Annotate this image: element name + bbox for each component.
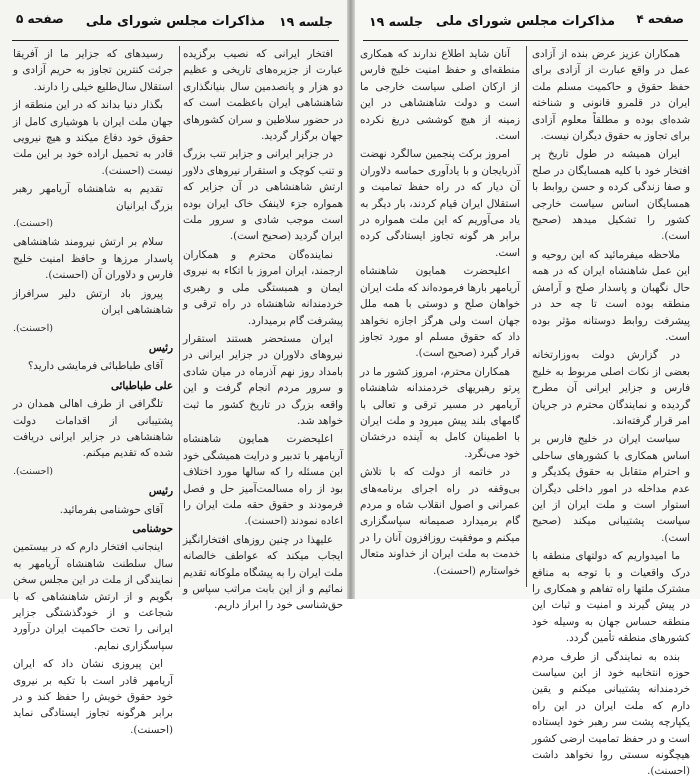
text-column-2 [13,46,173,736]
paragraph: در گزارش دولت به‌وزارتخانه بعضی از نکات اصلی مربوط به خلیج فارس و جزایر ایرانی آن مطرح گردیده و نمایندگان محترم در جریان امر قرار گرفته‌اند. [532,349,690,427]
paragraph: بنده به نمایندگی از طرف مردم حوزه انتخابیه خود از این سیاست خردمندانه پشتیبانی میکنم و یقین دارم که ملت ایران در این راه یکپارچه پشت سر رهبر خود ایستاده است و در حفظ تمامیت ارضی کشور هیچگونه سستی روا نخواهد داشت (احسنت). [532,650,690,778]
session-label: جلسه ۱۹ [369,14,424,29]
left-page-header [12,10,339,41]
paragraph: ما امیدواریم که دولتهای منطقه با درک واقعیات و با توجه به منافع مشترک ملتها راه تفاهم و همکاری را در پیش گیرند و امنیت و ثبات این منطقه حساس جهان به وسیله خود کشورهای منطقه تأمین گردد. [532,550,690,645]
paragraph: اعلیحضرت همایون شاهنشاه آریامهر با تدبیر و درایت همیشگی خود این مسئله را که سالها مورد اختلاف بود از راه مسالمت‌آمیز حل و فصل فرمودند و حقوق حقه ملت ایران را اعاده نمودند (احسنت). [183,433,343,528]
paragraph: سلام بر ارتش نیرومند شاهنشاهی پاسدار مرزها و حافظ امنیت خلیج فارس و دلاوران آن (احسنت). [13,236,173,282]
paragraph: ملاحظه میفرمائید که این روحیه و این عمل شاهنشاه ایران که در همه حال نگهبان و پاسدار صلح و آرامش منطقه بوده است تا چه حد در پیشرفت روابط دوستانه مؤثر بوده است. [532,248,690,343]
session-label: جلسه ۱۹ [278,14,333,29]
paragraph: اعلیحضرت همایون شاهنشاه آریامهر بارها فرموده‌اند که ملت ایران خواهان صلح و دوستی با همه ملل جهان است ولی هرگز اجازه نخواهد داد که حقوق مسلم او مورد تجاوز قرار گیرد (صحیح است). [360,265,520,360]
audience-reaction: (احسنت). [13,322,54,334]
audience-reaction: (احسنت). [13,218,54,230]
book-gutter [347,0,355,599]
text-column-1 [183,46,343,612]
audience-reaction: (احسنت). [13,465,54,477]
publication-title: مذاکرات مجلس شورای ملی [85,14,266,29]
paragraph: ایران همیشه در طول تاریخ پر افتخار خود با کلیه همسایگان در صلح و صفا زندگی کرده و حسن روابط با همسایگان اساس سیاست خارجی کشور را تشکیل میدهد (صحیح است). [532,148,690,243]
speaker-name: علی طباطبائی [110,379,173,392]
paragraph: سیاست ایران در خلیج فارس بر اساس همکاری با کشورهای ساحلی و احترام متقابل به حقوق یکدیگر و عدم مداخله در امور داخلی دیگران استوار است و ملت ایران از این سیاست پشتیبانی میکند (صحیح است). [532,433,690,544]
paragraph: تلگرافی از طرف اهالی همدان در پشتیبانی از اقدامات دولت شاهنشاهی در جزایر ایرانی دریافت شده که تقدیم میکنم. [13,398,173,460]
paragraph: علیهذا در چنین روزهای افتخارانگیز ایجاب میکند که عواطف خالصانه ملت ایران را به پیشگاه ملوکانه تقدیم نمائیم و از این بابت مراتب سپاس و حق‌شناسی خود را ابراز داریم. [183,533,343,612]
paragraph: ایران مستحضر هستند استقرار نیروهای دلاوران در جزایر ایرانی در بامداد روز نهم آذرماه در میان شادی و سرور مردم انجام گرفت و این واقعه بزرگ در تاریخ کشور ما ثبت خواهد شد. [183,332,343,427]
paragraph: امروز برکت پنجمین سالگرد نهضت آذربایجان و با یادآوری حماسه دلاوران آن دیار که در راه حفظ تمامیت و استقلال ایران قیام کردند، بار دیگر به یاد می‌آوریم که این ملت همواره در برابر هر گونه تجاوز ایستادگی کرده است. [360,148,520,259]
paragraph: رسیدهای که جزایر ما از آفریقا جرئت کنترین تجاوز به حریم آزادی و استقلال سال‌طلیع خیلی را دارند. [13,48,173,93]
paragraph: آقای حوشنامی بفرمائید. [59,503,163,516]
paragraph: پیروز باد ارتش دلیر سرافراز شاهنشاهی ایران [13,287,173,317]
paragraph: در جزایر ایرانی و جزایر تنب بزرگ و تنب کوچک و استقرار نیروهای دلاور ارتش شاهنشاهی در آن جزایر که همواره جزء لاینفک خاک ایران بوده است موجب شادی و سرور ملت ایران گردید (صحیح است). [183,148,343,243]
paragraph: نماینده‌گان محترم و همکاران ارجمند، ایران امروز با اتکاء به نیروی ایمان و همبستگی ملی و رهبری خردمندانه شاهنشاه در راه ترقی و پیشرفت گام برمیدارد. [183,248,343,327]
paragraph: آقای طباطبائی فرمایشی دارید؟ [27,360,163,373]
paragraph: تقدیم به شاهنشاه آریامهر رهبر بزرگ ایرانیان [13,183,173,212]
column-divider [179,46,180,587]
paragraph: بگذار دنیا بداند که در این منطقه از جهان ملت ایران با هوشیاری کامل از حقوق خود دفاع میکند و هیچ نیرویی قادر به تحمیل اراده خود بر این ملت نیست (احسنت). [13,99,173,177]
paragraph: این پیروزی نشان داد که ایران آریامهر قادر است با تکیه بر نیروی خود حقوق خویش را حفظ کند و در برابر هرگونه تجاوز ایستادگی نماید (احسنت). [13,658,173,736]
speaker-name: رئیس [148,341,173,354]
paragraph: آنان شاید اطلاع ندارند که همکاری منطقه‌ای و حفظ امنیت خلیج فارس از ارکان اصلی سیاست خارجی ما است و دولت شاهنشاهی در این زمینه از هیچ کوششی دریغ نکرده است. [360,48,520,143]
speaker-name: رئیس [148,485,173,498]
paragraph: اینجانب افتخار دارم که در بیستمین سال سلطنت شاهنشاه آریامهر به نمایندگی از ملت در این مجلس سخن بگویم و از ارتش شاهنشاهی که با شجاعت و از خودگذشتگی جزایر ایرانی را تحت حاکمیت ایران درآورد سپاسگزاری نمایم. [13,541,173,652]
paragraph: در خاتمه از دولت که با تلاش بی‌وقفه در راه اجرای برنامه‌های عمرانی و اصول انقلاب شاه و مردم گام برمیدارد صمیمانه سپاسگزاری میکنم و موفقیت روزافزون آنان را در خدمت به ملت ایران از خداوند متعال خواستارم (احسنت). [360,466,520,577]
page-number: صفحه ۵ [16,12,64,26]
publication-title: مذاکرات مجلس شورای ملی [435,14,616,29]
paragraph: همکاران محترم، امروز کشور ما در پرتو رهبریهای خردمندانه شاهنشاه آریامهر در مسیر ترقی و تعالی با گامهای بلند پیش میرود و ملت ایران با اطمینان کامل به آینده درخشان خود می‌نگرد. [360,365,520,460]
paragraph: افتخار ایرانی که نصیب برگزیده عبارت از جزیره‌های تاریخی و عظیم دو هزار و پانصدمین سال بنیانگذاری شاهنشاهی ایران باعظمت است که در حضور سلاطین و سران کشورهای جهان برگزار گردید. [183,48,343,143]
text-column-1 [532,46,690,778]
right-page [351,0,700,778]
paragraph: همکاران عزیز عرض بنده از آزادی عمل در واقع عبارت از آزادی برای حفظ حقوق و حاکمیت مسلم ملت ایران در قلمرو قانونی و شناخته شده‌ای بوده و مطلقاً معلوم آزادی برای تجاوز به حقوق دیگران نیست. [532,48,690,143]
page-number: صفحه ۴ [636,12,684,26]
right-page-header [363,10,688,41]
column-divider [526,46,527,587]
left-page [0,0,351,736]
text-column-2 [360,46,520,591]
speaker-name: حوشنامی [132,522,173,535]
